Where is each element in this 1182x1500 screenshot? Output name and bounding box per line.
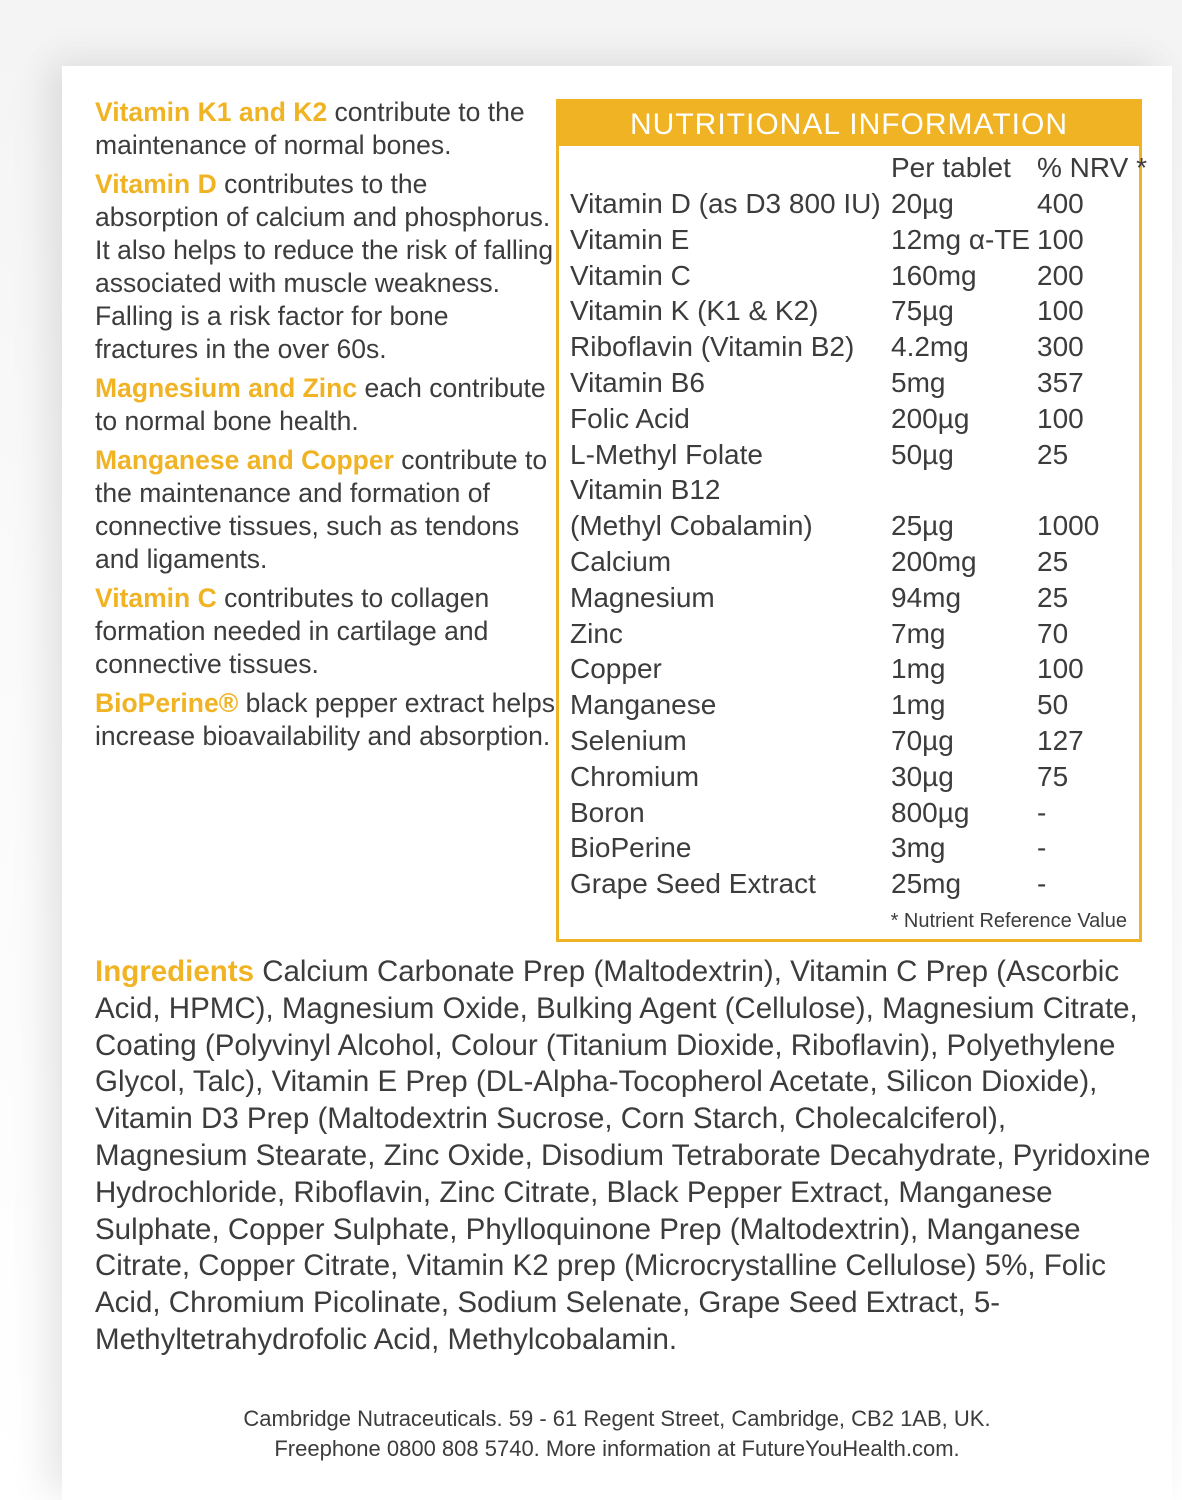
nutrient-name: BioPerine	[570, 832, 692, 864]
nutrient-name: Chromium	[570, 760, 700, 792]
benefit-manganese-copper	[95, 444, 555, 576]
nutrient-nrv: 100	[1037, 295, 1084, 327]
nutrient-name: Riboflavin (Vitamin B2)	[570, 331, 855, 363]
benefit-highlight: Magnesium and Zinc	[95, 373, 358, 403]
benefit-text: contributes to the absorption of calcium and phosphorus. It also helps to reduce the risk of falling associated with muscle weakness. Falling is a risk factor for bone fractures in the over 60s.	[95, 169, 554, 364]
nutrition-row	[559, 508, 1139, 544]
nutrient-nrv: 75	[1037, 760, 1069, 792]
nutrient-amount: 3mg	[891, 832, 946, 864]
company-footer	[62, 1404, 1172, 1464]
nutrient-amount: 30µg	[891, 760, 954, 792]
nutrient-name: Vitamin B12	[570, 474, 721, 506]
nutrient-nrv: 300	[1037, 331, 1084, 363]
nutrient-nrv: 50	[1037, 689, 1069, 721]
column-header-nrv: % NRV *	[1037, 152, 1147, 183]
nutrition-row	[559, 651, 1139, 687]
nutrition-row	[559, 830, 1139, 866]
benefit-text: contribute to the maintenance and formation of connective tissues, such as tendons and ligaments.	[95, 445, 548, 574]
nutrient-amount: 160mg	[891, 259, 977, 291]
nutrient-amount: 800µg	[891, 796, 970, 828]
nutrient-amount: 70µg	[891, 724, 954, 756]
nutrient-name: Zinc	[570, 617, 623, 649]
nutrient-name: Vitamin D (as D3 800 IU)	[570, 188, 881, 219]
nutrient-name: Magnesium	[570, 581, 715, 613]
benefit-highlight: Vitamin D	[95, 169, 217, 199]
nutrient-amount: 1mg	[891, 689, 946, 721]
nutrient-name: Vitamin K (K1 & K2)	[570, 295, 819, 327]
nutrient-amount: 94mg	[891, 581, 962, 613]
nutrient-nrv: 100	[1037, 653, 1084, 685]
nutrition-row	[559, 437, 1139, 473]
benefit-text: each contribute to normal bone health.	[95, 373, 546, 436]
nutrition-rows	[559, 186, 1139, 902]
nutrient-nrv: 200	[1037, 259, 1084, 291]
nutrient-nrv: 25	[1037, 545, 1069, 577]
nutrient-name: Boron	[570, 796, 645, 828]
benefit-highlight: Vitamin C	[95, 583, 217, 613]
nutrient-nrv: 70	[1037, 617, 1069, 649]
footer-address: Cambridge Nutraceuticals. 59 - 61 Regent Street, Cambridge, CB2 1AB, UK.	[243, 1406, 991, 1431]
nutrition-row	[559, 329, 1139, 365]
nutrient-nrv: -	[1037, 796, 1047, 828]
benefit-text: black pepper extract helps increase bioavailability and absorption.	[95, 688, 555, 751]
nutrient-nrv: 100	[1037, 223, 1084, 255]
nutrient-nrv: 357	[1037, 366, 1084, 398]
nutrition-row	[559, 258, 1139, 294]
nutrient-amount: 50µg	[891, 438, 954, 470]
nutrition-row	[559, 866, 1139, 902]
nutrient-name: Vitamin E	[570, 223, 690, 255]
nutrition-row	[559, 222, 1139, 258]
nutrient-name: Manganese	[570, 689, 717, 721]
nutrient-name: Grape Seed Extract	[570, 868, 816, 900]
nutrient-name: Copper	[570, 653, 662, 685]
nutrient-amount: 200µg	[891, 402, 970, 434]
nutrient-amount: 200mg	[891, 545, 977, 577]
benefit-text: contributes to collagen formation needed in cartilage and connective tissues.	[95, 583, 490, 679]
nutrition-row	[559, 580, 1139, 616]
ingredients-label: Ingredients	[95, 955, 254, 988]
nutrition-row	[559, 365, 1139, 401]
nutrition-title: NUTRITIONAL INFORMATION	[559, 102, 1139, 146]
nutrient-amount: 5mg	[891, 366, 946, 398]
nutrient-amount: 1mg	[891, 653, 946, 685]
ingredients-paragraph	[95, 954, 1155, 1359]
nutrient-name: Selenium	[570, 724, 687, 756]
nutrition-table	[556, 99, 1147, 942]
nutrient-amount: 12mg α-TE	[891, 223, 1031, 255]
benefit-vitamin-c	[95, 582, 555, 681]
nutrient-nrv: -	[1037, 832, 1047, 864]
nutrient-amount: 7mg	[891, 617, 946, 649]
nutrient-nrv: 127	[1037, 724, 1084, 756]
nutrient-name: (Methyl Cobalamin)	[570, 510, 813, 542]
nutrient-nrv: 100	[1037, 402, 1084, 434]
nutrition-footnote: * Nutrient Reference Value	[890, 910, 1127, 932]
nutrition-row	[559, 472, 1139, 508]
nutrition-row	[559, 186, 1139, 222]
nutrient-amount: 20µg	[891, 188, 954, 219]
benefit-highlight: Vitamin K1 and K2	[95, 97, 328, 127]
nutrient-nrv: 25	[1037, 438, 1069, 470]
nutrition-row	[559, 759, 1139, 795]
benefit-highlight: BioPerine®	[95, 688, 239, 718]
nutrient-amount: 75µg	[891, 295, 954, 327]
nutrient-amount: 25µg	[891, 510, 954, 542]
nutrition-row	[559, 723, 1139, 759]
column-header-per-tablet: Per tablet	[891, 152, 1011, 183]
benefit-vitamin-k	[95, 96, 555, 162]
nutrition-row	[559, 401, 1139, 437]
benefit-magnesium-zinc	[95, 372, 555, 438]
benefit-text: contribute to the maintenance of normal bones.	[95, 97, 525, 160]
nutrient-amount: 25mg	[891, 868, 962, 900]
nutrient-nrv: 25	[1037, 581, 1069, 613]
nutrition-column-headers	[559, 150, 1147, 186]
nutrient-name: Folic Acid	[570, 402, 690, 434]
ingredients-text: Calcium Carbonate Prep (Maltodextrin), Vitamin C Prep (Ascorbic Acid, HPMC), Magnesium Oxide, Bulking Agent (Cellulose), Magnesium Citrate, Coating (Polyvinyl Alcohol, Colour (Titanium Dioxide, Riboflavin), Polyethylene Glycol, Talc), Vitamin E Prep (DL-Alpha-Tocopherol Acetate, Silicon Dioxide), Vitamin D3 Prep (Maltodextrin Sucrose, Corn Starch, Cholecalciferol), Magnesium Stearate, Zinc Oxide, Disodium Tetraborate Decahydrate, Pyridoxine Hydrochloride, Riboflavin, Zinc Citrate, Black Pepper Extract, Manganese Sulphate, Copper Sulphate, Phylloquinone Prep (Maltodextrin), Manganese Citrate, Copper Citrate, Vitamin K2 prep (Microcrystalline Cellulose) 5%, Folic Acid, Chromium Picolinate, Sodium Selenate, Grape Seed Extract, 5-Methyltetrahydrofolic Acid, Methylcobalamin.	[95, 955, 1151, 1356]
footer-contact: Freephone 0800 808 5740. More information at FutureYouHealth.com.	[274, 1436, 960, 1461]
benefit-vitamin-d	[95, 168, 555, 366]
benefit-bioperine	[95, 687, 555, 753]
nutrient-nrv: -	[1037, 868, 1047, 900]
nutrient-nrv: 1000	[1037, 510, 1100, 542]
nutrient-name: Vitamin B6	[570, 366, 705, 398]
benefit-highlight: Manganese and Copper	[95, 445, 394, 475]
nutrient-name: L-Methyl Folate	[570, 438, 763, 470]
nutrient-name: Vitamin C	[570, 259, 691, 291]
nutrient-amount: 4.2mg	[891, 331, 969, 363]
nutrition-row	[559, 293, 1139, 329]
nutrition-row	[559, 687, 1139, 723]
benefits-column	[95, 96, 555, 759]
nutrient-nrv: 400	[1037, 188, 1084, 219]
nutrient-name: Calcium	[570, 545, 672, 577]
nutrition-row	[559, 795, 1139, 831]
nutrition-row	[559, 616, 1139, 652]
nutrition-row	[559, 544, 1139, 580]
